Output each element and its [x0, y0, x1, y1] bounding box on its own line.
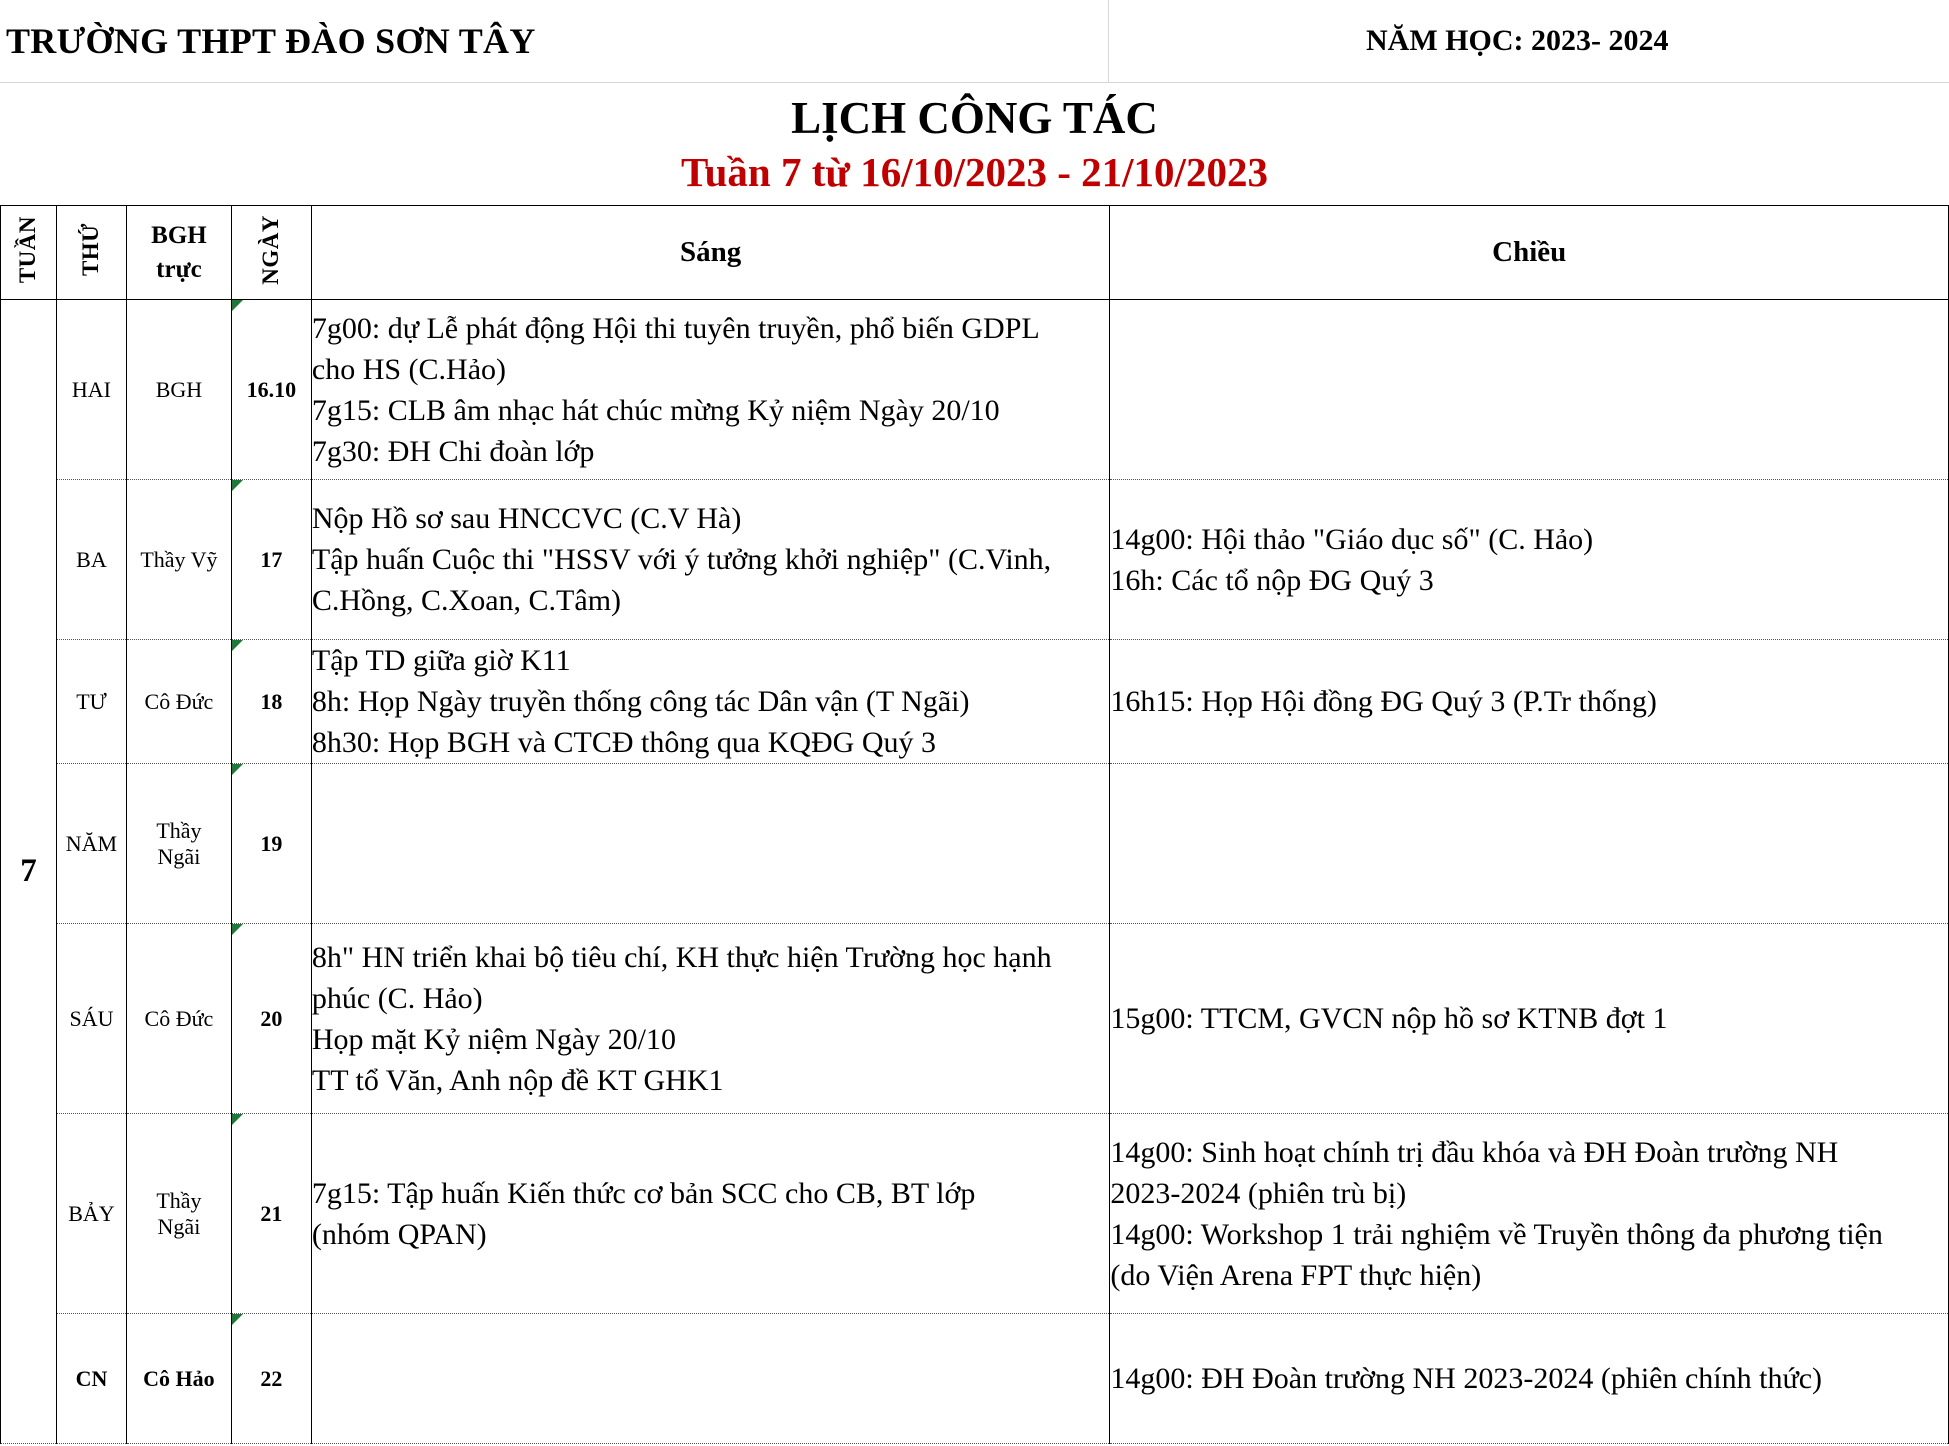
afternoon-schedule-cell [1110, 1314, 1949, 1444]
schedule-table [0, 205, 1949, 1444]
cell-comment-marker-icon [232, 1314, 243, 1325]
cell-comment-marker-icon [232, 764, 243, 775]
afternoon-schedule-cell [1110, 1114, 1949, 1314]
header-year-cell [1109, 0, 1949, 83]
header-school-cell [0, 0, 1109, 83]
duty-officer-cell [126, 300, 231, 480]
cell-comment-marker-icon [232, 640, 243, 651]
header-bgh: BGH trực [126, 206, 231, 300]
schedule-line: 8h: Họp Ngày truyền thống công tác Dân vận (T Ngãi) [311, 685, 970, 718]
schedule-line: 14g00: Hội thảo "Giáo dục số" (C. Hảo) [1110, 522, 1594, 556]
morning-schedule-cell [311, 640, 1110, 764]
schedule-line: cho HS (C.Hảo) [311, 352, 507, 386]
duty-officer-cell [126, 1314, 231, 1444]
date-text: 17 [260, 546, 283, 572]
date-text: 22 [260, 1365, 283, 1391]
afternoon-schedule-cell [1110, 764, 1949, 924]
afternoon-schedule-cell [1110, 640, 1949, 764]
day-of-week-cell: TƯ [56, 640, 126, 764]
header-tuan: TUẦN [1, 206, 57, 300]
date-cell [231, 924, 311, 1114]
header-sang: Sáng [311, 206, 1110, 300]
schedule-line: (nhóm QPAN) [311, 1217, 487, 1251]
schedule-line: 16h15: Họp Hội đồng ĐG Quý 3 (P.Tr thống) [1110, 685, 1657, 718]
schedule-line: 2023-2024 (phiên trù bị) [1110, 1176, 1407, 1210]
table-row [1, 1314, 1949, 1444]
schedule-line: Nộp Hồ sơ sau HNCCVC (C.V Hà) [311, 502, 742, 535]
schedule-line: 16h: Các tổ nộp ĐG Quý 3 [1110, 563, 1434, 597]
schedule-line: Tập TD giữa giờ K11 [311, 644, 571, 677]
morning-schedule-cell [311, 764, 1110, 924]
schedule-line: Cô Hảo [143, 1365, 215, 1391]
header-chieu: Chiều [1110, 206, 1949, 300]
schedule-line: 8h" HN triển khai bộ tiêu chí, KH thực hiện Trường học hạnh [311, 940, 1052, 974]
schedule-line: 14g00: Workshop 1 trải nghiệm về Truyền thông đa phương tiện [1110, 1217, 1883, 1251]
schedule-line: Thầy Vỹ [140, 546, 218, 572]
header-thu: THỨ [56, 206, 126, 300]
afternoon-schedule-cell [1110, 480, 1949, 640]
schedule-line: Thầy [156, 817, 202, 843]
schedule-line: Ngãi [157, 1213, 201, 1239]
week-number-cell: 7 [1, 300, 57, 1444]
date-cell [231, 640, 311, 764]
schedule-line: Cô Đức [144, 688, 214, 714]
day-of-week-cell: HAI [56, 300, 126, 480]
schedule-line: Cô Đức [144, 1005, 214, 1031]
duty-officer-cell [126, 480, 231, 640]
table-row [1, 1114, 1949, 1314]
page-title: LỊCH CÔNG TÁC [791, 93, 1158, 143]
schedule-line: 8h30: Họp BGH và CTCĐ thông qua KQĐG Quý 3 [311, 726, 937, 759]
date-text: 21 [260, 1200, 283, 1226]
table-row [1, 924, 1949, 1114]
schedule-line: 15g00: TTCM, GVCN nộp hồ sơ KTNB đợt 1 [1110, 1002, 1668, 1035]
date-cell [231, 1314, 311, 1444]
schedule-line: Ngãi [157, 843, 201, 869]
duty-officer-cell [126, 764, 231, 924]
date-cell [231, 764, 311, 924]
cell-comment-marker-icon [232, 480, 243, 491]
cell-comment-marker-icon [232, 1114, 243, 1125]
page-header [0, 0, 1949, 82]
date-text: 18 [260, 688, 283, 714]
morning-schedule-cell [311, 1114, 1110, 1314]
date-text: 19 [260, 830, 283, 856]
afternoon-schedule-cell [1110, 300, 1949, 480]
morning-schedule-cell [311, 300, 1110, 480]
school-year: NĂM HỌC: 2023- 2024 [1366, 24, 1669, 57]
duty-officer-cell [126, 1114, 231, 1314]
table-row [1, 640, 1949, 764]
schedule-line: Họp mặt Kỷ niệm Ngày 20/10 [311, 1022, 676, 1056]
header-row [1, 206, 1949, 300]
day-of-week-cell: NĂM [56, 764, 126, 924]
table-row [1, 764, 1949, 924]
day-of-week-cell: CN [56, 1314, 126, 1444]
schedule-line: TT tổ Văn, Anh nộp đề KT GHK1 [311, 1063, 724, 1097]
afternoon-schedule-cell [1110, 924, 1949, 1114]
schedule-line: phúc (C. Hảo) [311, 981, 483, 1015]
schedule-line: 7g30: ĐH Chi đoàn lớp [311, 434, 595, 468]
week-subtitle: Tuần 7 từ 16/10/2023 - 21/10/2023 [681, 149, 1268, 195]
duty-officer-cell [126, 640, 231, 764]
date-text: 20 [260, 1005, 283, 1031]
header-ngay: NGÀY [231, 206, 311, 300]
morning-schedule-cell [311, 480, 1110, 640]
day-of-week-cell: SÁU [56, 924, 126, 1114]
schedule-line: 14g00: Sinh hoạt chính trị đầu khóa và ĐH Đoàn trường NH [1110, 1135, 1839, 1169]
date-text: 16.10 [246, 376, 297, 402]
morning-schedule-cell [311, 1314, 1110, 1444]
table-row [1, 300, 1949, 480]
schedule-line: C.Hồng, C.Xoan, C.Tâm) [311, 584, 622, 617]
date-cell [231, 1114, 311, 1314]
cell-comment-marker-icon [232, 924, 243, 935]
date-cell [231, 300, 311, 480]
morning-schedule-cell [311, 924, 1110, 1114]
day-of-week-cell: BẢY [56, 1114, 126, 1314]
schedule-line: 7g00: dự Lễ phát động Hội thi tuyên truyền, phổ biến GDPL [311, 311, 1040, 345]
schedule-line: 7g15: Tập huấn Kiến thức cơ bản SCC cho CB, BT lớp [311, 1176, 976, 1210]
table-row [1, 480, 1949, 640]
schedule-line: Tập huấn Cuộc thi "HSSV với ý tưởng khởi nghiệp" (C.Vinh, [311, 543, 1052, 576]
cell-comment-marker-icon [232, 300, 243, 311]
schedule-line: BGH [155, 376, 203, 402]
school-name: TRƯỜNG THPT ĐÀO SƠN TÂY [6, 21, 536, 61]
schedule-line: (do Viện Arena FPT thực hiện) [1110, 1258, 1482, 1292]
schedule-line: 7g15: CLB âm nhạc hát chúc mừng Kỷ niệm Ngày 20/10 [311, 393, 1000, 427]
schedule-line: 14g00: ĐH Đoàn trường NH 2023-2024 (phiên chính thức) [1110, 1362, 1823, 1395]
schedule-line: Thầy [156, 1187, 202, 1213]
date-cell [231, 480, 311, 640]
duty-officer-cell [126, 924, 231, 1114]
day-of-week-cell: BA [56, 480, 126, 640]
